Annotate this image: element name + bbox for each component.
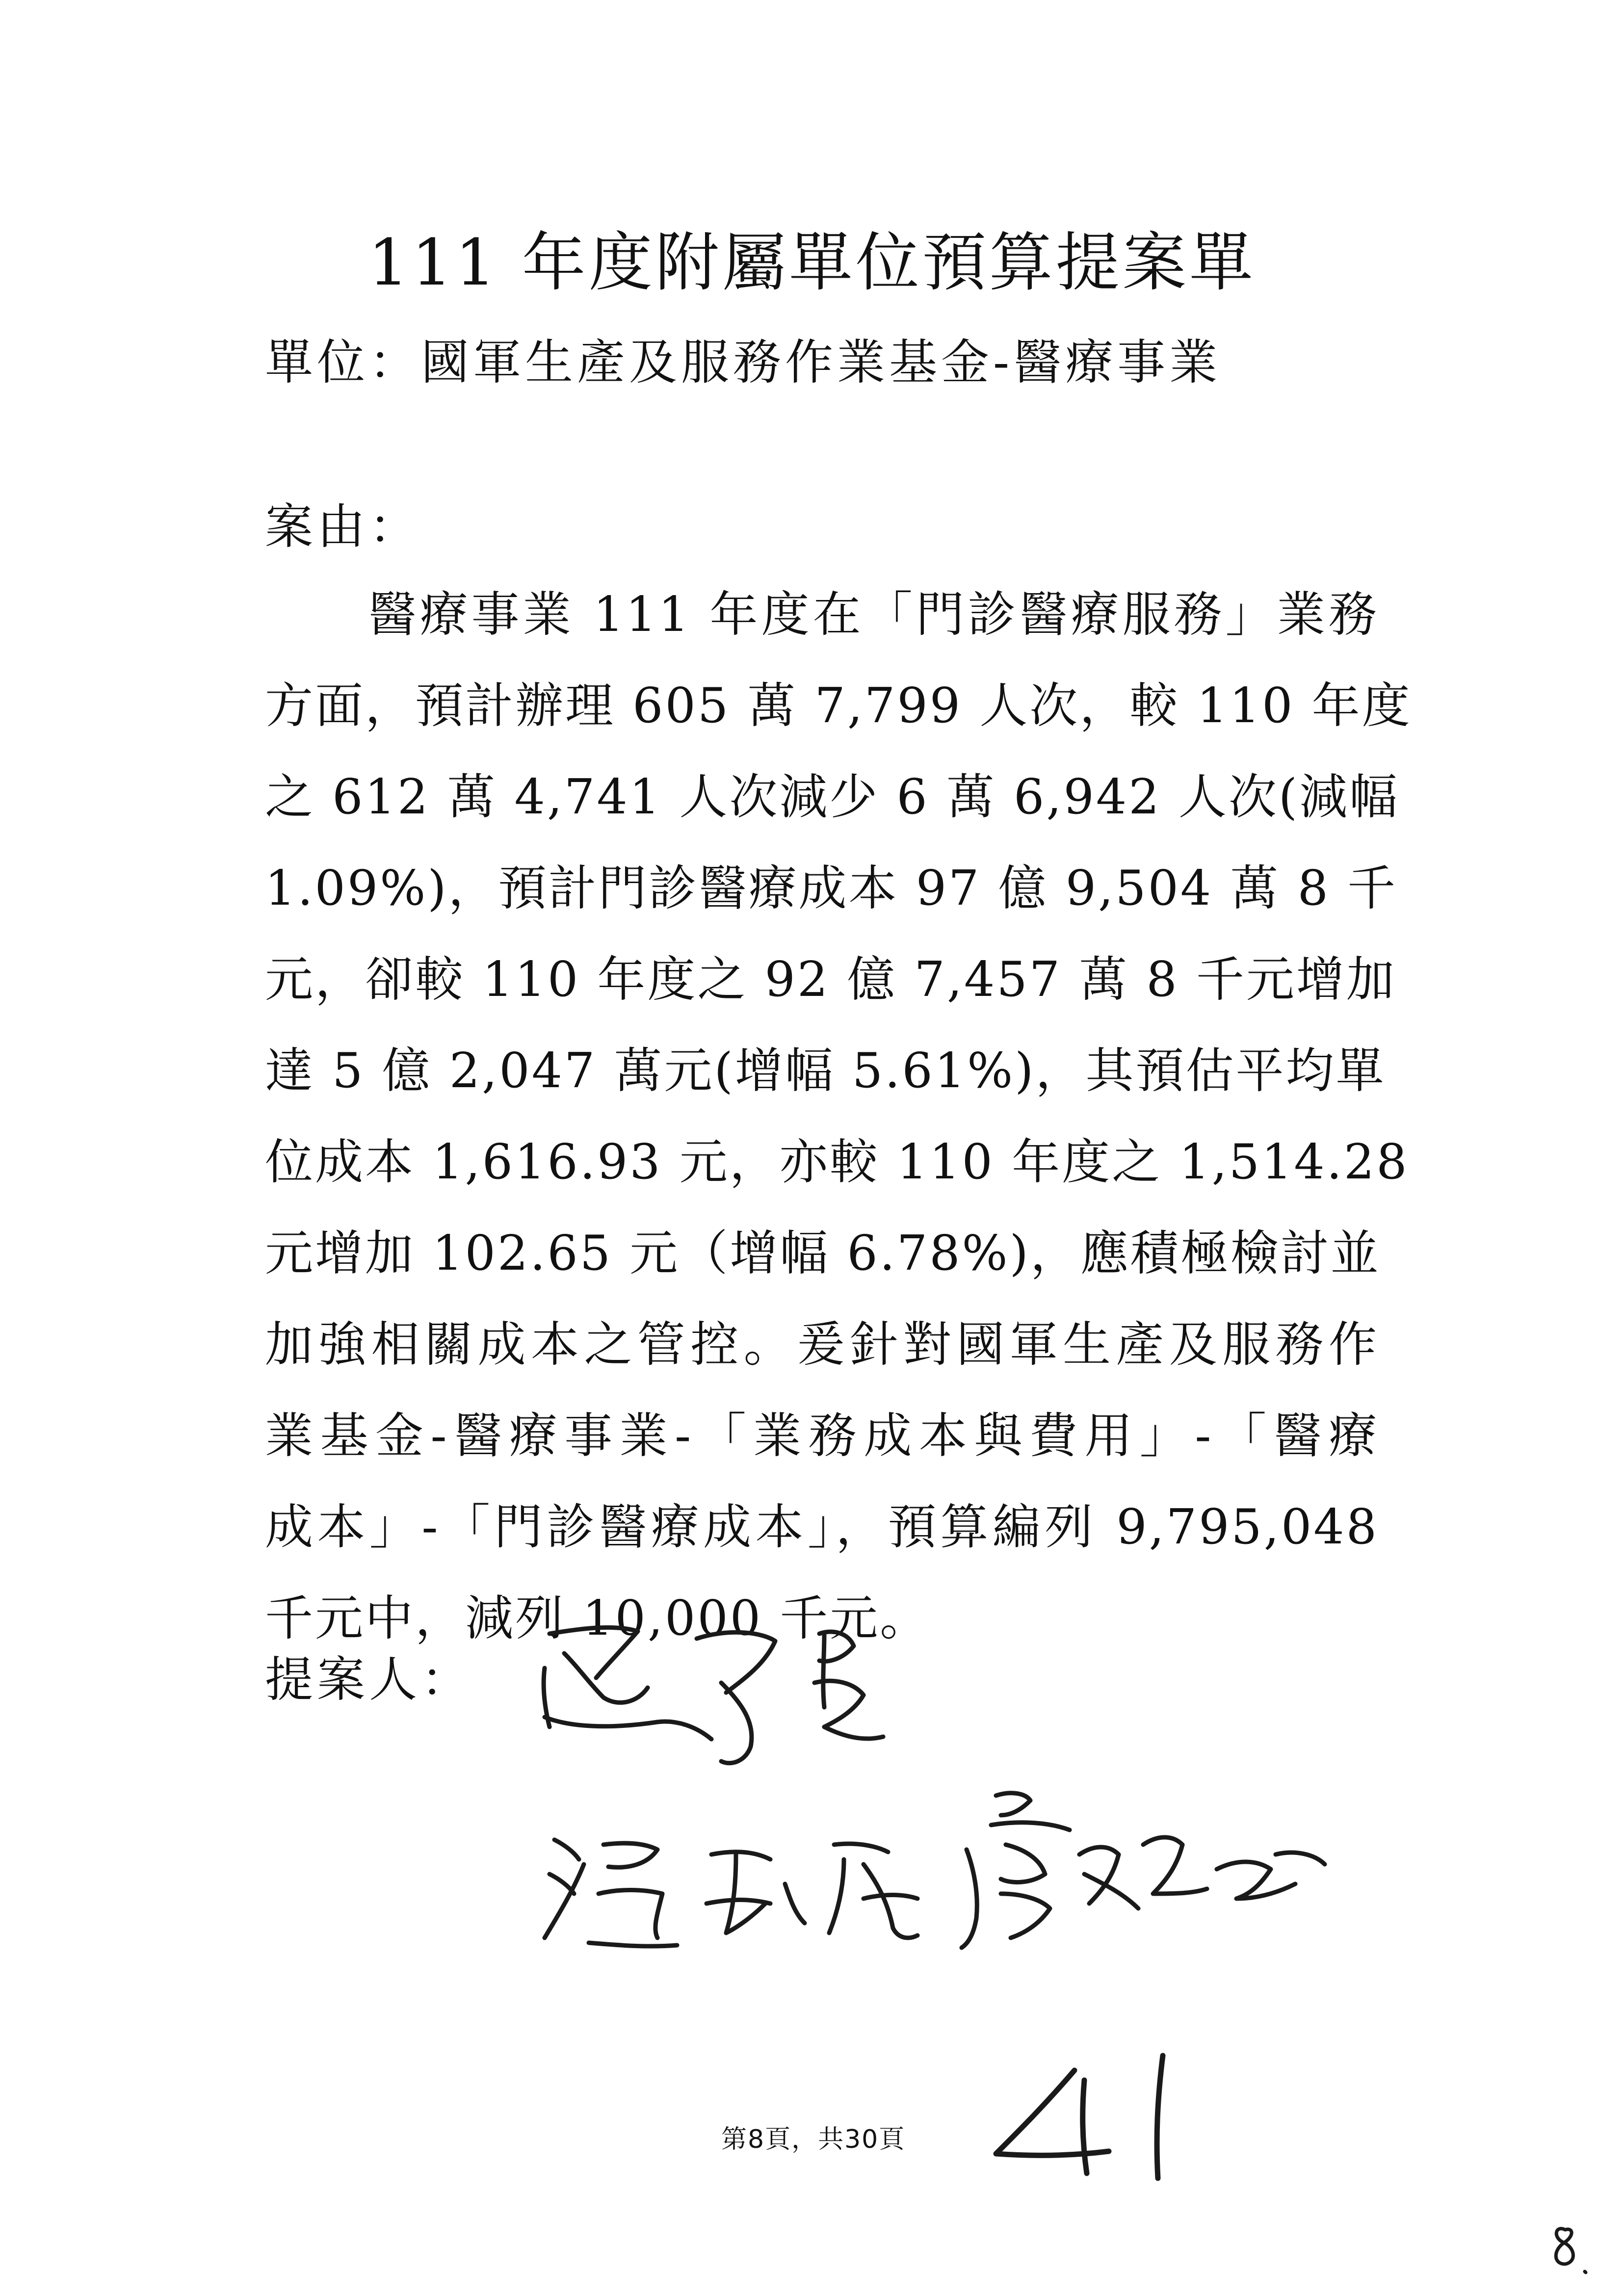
reason-body	[265, 569, 1412, 1664]
signature-3	[962, 1793, 1325, 1948]
body-line: 元增加 102.65 元（增幅 6.78%)，應積極檢討並	[265, 1226, 1381, 1281]
body-line: 之 612 萬 4,741 人次減少 6 萬 6,942 人次(減幅	[265, 769, 1399, 825]
body-line: 元，卻較 110 年度之 92 億 7,457 萬 8 千元增加	[265, 952, 1396, 1008]
body-line: 位成本 1,616.93 元，亦較 110 年度之 1,514.28	[265, 1134, 1409, 1190]
body-line: 業基金-醫療事業-「業務成本與費用」-「醫療	[265, 1408, 1379, 1464]
body-line: 加強相關成本之管控。爰針對國軍生產及服務作	[265, 1317, 1379, 1373]
unit-line: 單位：國軍生產及服務作業基金-醫療事業	[265, 335, 1222, 391]
body-line: 1.09%)，預計門診醫療成本 97 億 9,504 萬 8 千	[265, 861, 1398, 916]
body-line: 成本」-「門診醫療成本」，預算編列 9,795,048	[265, 1499, 1379, 1555]
document-title: 111 年度附屬單位預算提案單	[368, 225, 1256, 300]
body-line: 達 5 億 2,047 萬元(增幅 5.61%)，其預估平均單	[265, 1043, 1386, 1099]
body-line: 醫療事業 111 年度在「門診醫療服務」業務	[265, 587, 1379, 643]
body-line: 千元中，減列 10,000 千元。	[265, 1591, 930, 1646]
signature-2	[545, 1840, 917, 1946]
body-line: 方面，預計辦理 605 萬 7,799 人次，較 110 年度	[265, 678, 1412, 734]
reason-label: 案由：	[265, 499, 421, 555]
proposer-label: 提案人：	[265, 1652, 473, 1708]
page-footer: 第8頁，共30頁	[721, 2125, 906, 2154]
